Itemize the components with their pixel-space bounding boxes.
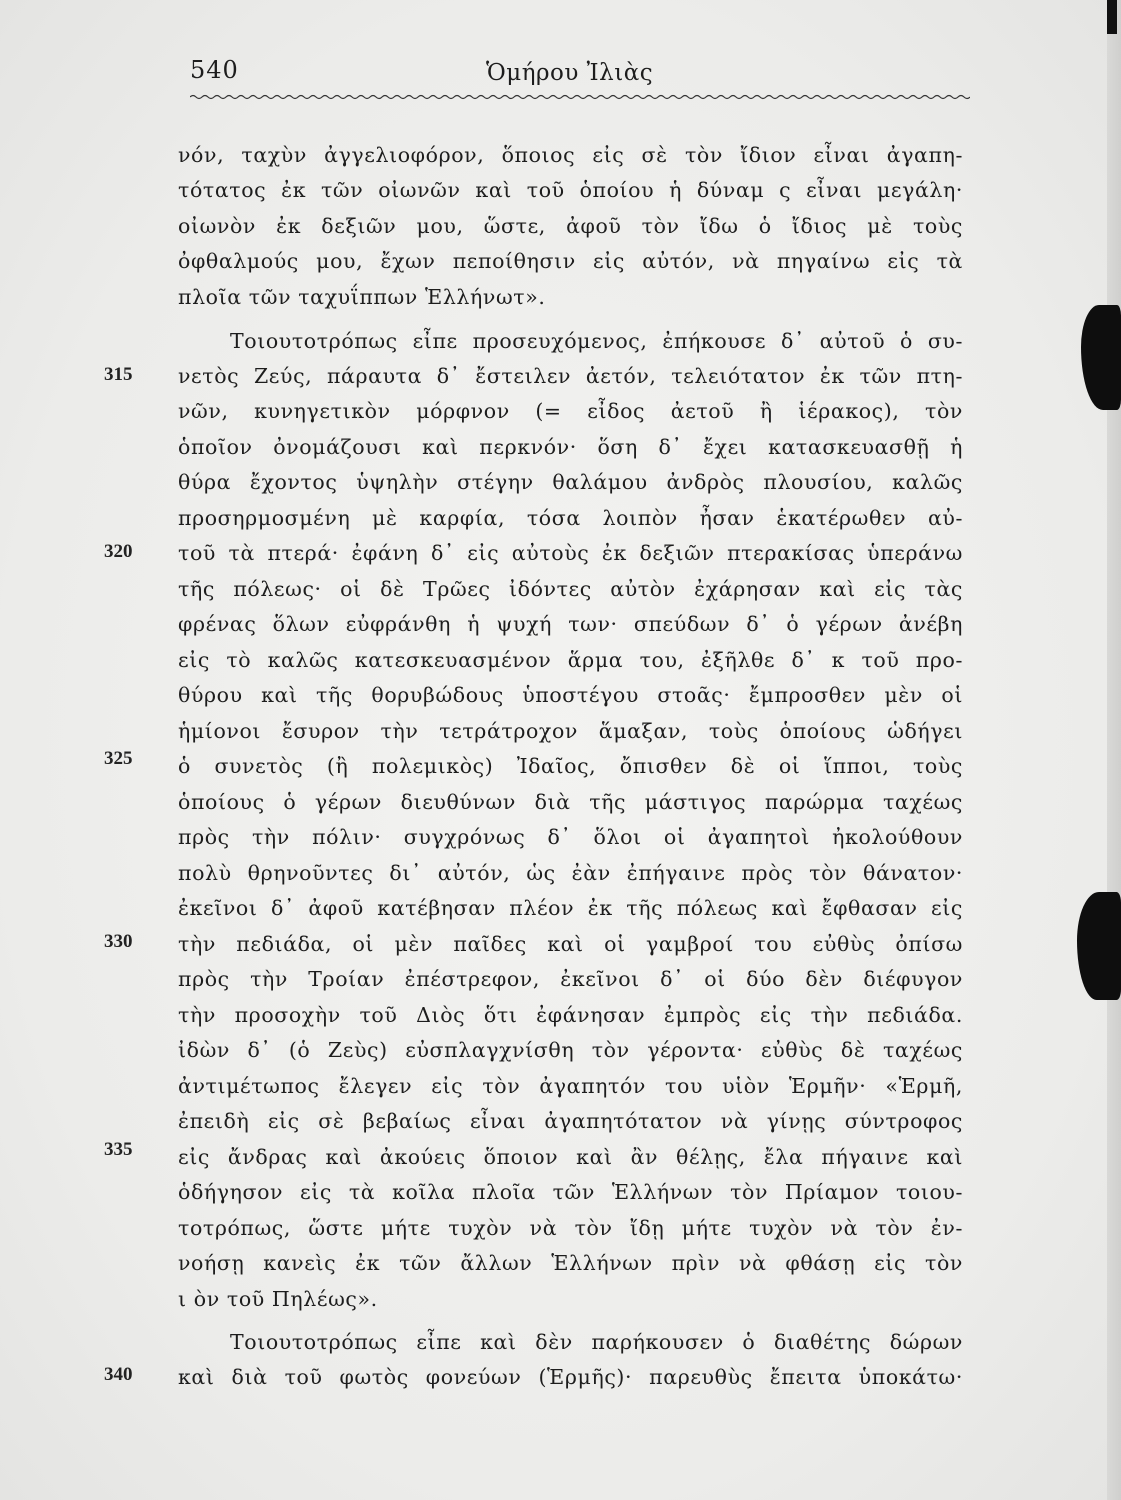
text-line: θύρου καὶ τῆς θορυβώδους ὑποστέγου στοᾶς· ἔμπροσθεν μὲν οἱ (178, 683, 963, 707)
line-number-335: 335 (104, 1139, 133, 1160)
text-line: ὁποῖον ὀνομάζουσι καὶ περκνόν· ὅση δ᾿ ἔχει κατασκευασθῇ ἡ (178, 435, 963, 459)
text-line: καὶ διὰ τοῦ φωτὸς φονεύων (Ἑρμῆς)· παρευθὺς ἔπειτα ὑποκάτω· (178, 1365, 963, 1389)
text-line: νῶν, κυνηγετικὸν μόρφνον (= εἶδος ἀετοῦ ἢ ἱέρακος), τὸν (178, 399, 963, 423)
text-line: πλοῖα τῶν ταχυΐππων Ἑλλήνωτ». (178, 285, 546, 309)
text-line: ὀφθαλμούς μου, ἔχων πεποίθησιν εἰς αὐτόν, νὰ πηγαίνω εἰς τὰ (178, 249, 963, 273)
text-line: Τοιουτοτρόπως εἶπε προσευχόμενος, ἐπήκουσε δ᾿ αὐτοῦ ὁ συ- (230, 329, 963, 353)
text-line: εἰς τὸ καλῶς κατεσκευασμένον ἅρμα του, ἐξῆλθε δ᾿ κ τοῦ προ- (178, 648, 963, 672)
text-line: ὁποίους ὁ γέρων διευθύνων διὰ τῆς μάστιγος παρώρμα ταχέως (178, 790, 963, 814)
text-line: ἐπειδὴ εἰς σὲ βεβαίως εἶναι ἀγαπητότατον νὰ γίνῃς σύντροφος (178, 1109, 963, 1133)
text-line: πρὸς τὴν πόλιν· συγχρόνως δ᾿ ὅλοι οἱ ἀγαπητοὶ ἠκολούθουν (178, 825, 963, 849)
text-line: τὴν πεδιάδα, οἱ μὲν παῖδες καὶ οἱ γαμβροί του εὐθὺς ὀπίσω (178, 932, 963, 956)
text-line: Τοιουτοτρόπως εἶπε καὶ δὲν παρήκουσεν ὁ διαθέτης δώρων (230, 1330, 963, 1354)
line-number-330: 330 (104, 931, 133, 952)
text-line: τοτρόπως, ὥστε μήτε τυχὸν νὰ τὸν ἴδῃ μήτε τυχὸν νὰ τὸν ἐν- (178, 1216, 963, 1240)
text-line: τὴν προσοχὴν τοῦ Διὸς ὅτι ἐφάνησαν ἐμπρὸς εἰς τὴν πεδιάδα. (178, 1003, 963, 1027)
text-line: τοῦ τὰ πτερά· ἐφάνη δ᾿ εἰς αὐτοὺς ἐκ δεξιῶν πτερακίσας ὑπεράνω (178, 541, 963, 565)
text-line: εἰς ἄνδρας καὶ ἀκούεις ὅποιον καὶ ἂν θέλῃς, ἔλα πήγαινε καὶ (178, 1145, 963, 1169)
text-line: ἡμίονοι ἔσυρον τὴν τετράτροχον ἅμαξαν, τοὺς ὁποίους ὡδήγει (178, 719, 963, 743)
text-line: οἰωνὸν ἐκ δεξιῶν μου, ὥστε, ἀφοῦ τὸν ἴδω ὁ ἴδιος μὲ τοὺς (178, 214, 963, 238)
text-line: θύρα ἔχοντος ὑψηλὴν στέγην θαλάμου ἀνδρὸς πλουσίου, καλῶς (178, 470, 963, 494)
line-number-340: 340 (104, 1364, 133, 1385)
text-line: νοήσῃ κανεὶς ἐκ τῶν ἄλλων Ἑλλήνων πρὶν νὰ φθάσῃ εἰς τὸν (178, 1251, 963, 1275)
text-line: πρὸς τὴν Τροίαν ἐπέστρεφον, ἐκεῖνοι δ᾿ οἱ δύο δὲν διέφυγον (178, 967, 963, 991)
line-number-320: 320 (104, 541, 133, 562)
text-line: ι ὸν τοῦ Πηλέως». (178, 1287, 378, 1311)
text-line: φρένας ὅλων εὐφράνθη ἡ ψυχή των· σπεύδων δ᾿ ὁ γέρων ἀνέβη (178, 612, 963, 636)
text-line: προσηρμοσμένη μὲ καρφία, τόσα λοιπὸν ἦσαν ἑκατέρωθεν αὐ- (178, 506, 963, 530)
text-line: ἐκεῖνοι δ᾿ ἀφοῦ κατέβησαν πλέον ἐκ τῆς πόλεως καὶ ἔφθασαν εἰς (178, 896, 963, 920)
running-head: Ὁμήρου Ἰλιὰς (486, 60, 654, 86)
text-line: ἀντιμέτωπος ἔλεγεν εἰς τὸν ἀγαπητόν του υἱὸν Ἑρμῆν· «Ἑρμῆ, (178, 1074, 963, 1098)
text-line: τότατος ἐκ τῶν οἰωνῶν καὶ τοῦ ὁποίου ἡ δύναμ ς εἶναι μεγάλη· (178, 178, 963, 202)
line-number-315: 315 (104, 364, 133, 385)
text-line: τῆς πόλεως· οἱ δὲ Τρῶες ἰδόντες αὐτὸν ἐχάρησαν καὶ εἰς τὰς (178, 577, 963, 601)
text-line: ἰδὼν δ᾿ (ὁ Ζεὺς) εὐσπλαγχνίσθη τὸν γέροντα· εὐθὺς δὲ ταχέως (178, 1038, 963, 1062)
text-line: πολὺ θρηνοῦντες δι᾿ αὐτόν, ὡς ἐὰν ἐπήγαινε πρὸς τὸν θάνατον· (178, 861, 963, 885)
text-line: νόν, ταχὺν ἀγγελιοφόρον, ὅποιος εἰς σὲ τὸν ἴδιον εἶναι ἀγαπη- (178, 143, 963, 167)
text-line: ὁ συνετὸς (ἢ πολεμικὸς) Ἰδαῖος, ὄπισθεν δὲ οἱ ἵπποι, τοὺς (178, 754, 963, 778)
line-number-325: 325 (104, 748, 133, 769)
text-line: νετὸς Ζεύς, πάραυτα δ᾿ ἔστειλεν ἀετόν, τελειότατον ἐκ τῶν πτη- (178, 364, 963, 388)
text-line: ὁδήγησον εἰς τὰ κοῖλα πλοῖα τῶν Ἑλλήνων τὸν Πρίαμον τοιου- (178, 1180, 963, 1204)
page-number: 540 (190, 56, 239, 84)
